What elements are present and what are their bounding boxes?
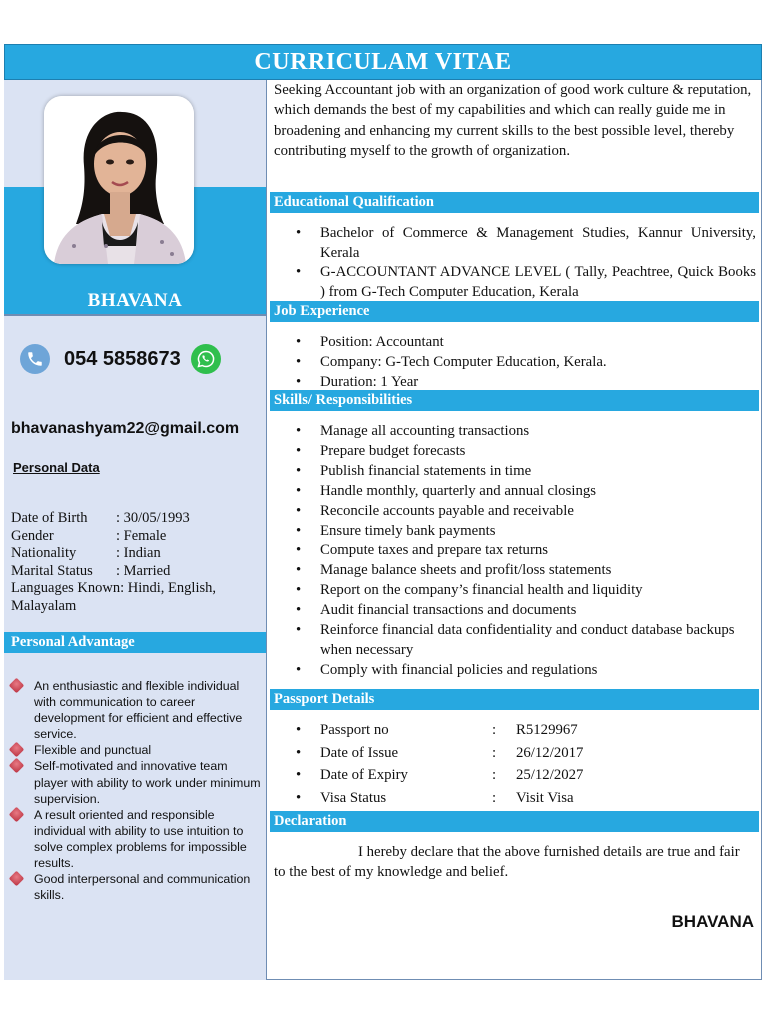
- list-item: An enthusiastic and flexible individual with communication to career development for efficient and effective service.: [11, 678, 261, 742]
- personal-data-row: Gender : Female: [11, 527, 167, 544]
- education-heading: Educational Qualification: [270, 192, 759, 213]
- list-item: • Comply with financial policies and regulations: [268, 661, 756, 681]
- declaration-heading: Declaration: [270, 811, 759, 832]
- list-item: • Bachelor of Commerce & Management Studies, Kannur University, Kerala: [268, 224, 756, 263]
- diamond-bullet-icon: [9, 758, 25, 774]
- list-item: • Date of Issue : 26/12/2017: [268, 742, 756, 765]
- portrait-illustration: [44, 96, 194, 264]
- personal-data-row: Marital Status : Married: [11, 562, 171, 579]
- phone-icon: [20, 344, 50, 374]
- job-experience-list: [268, 332, 756, 392]
- personal-data-row: Date of Birth : 30/05/1993: [11, 510, 190, 526]
- list-item: Flexible and punctual: [11, 742, 261, 758]
- profile-name: BHAVANA: [87, 290, 183, 311]
- list-item: • Manage all accounting transactions: [268, 422, 756, 442]
- list-item: • Passport no : R5129967: [268, 719, 756, 742]
- diamond-bullet-icon: [9, 678, 25, 694]
- main-content: [268, 80, 762, 980]
- personal-advantage-list: [11, 678, 261, 903]
- declaration-text: I hereby declare that the above furnished details are true and fair to the best of my knowledge and belief.: [274, 844, 740, 880]
- education-list: [268, 224, 756, 302]
- diamond-bullet-icon: [9, 742, 25, 758]
- list-item: A result oriented and responsible individual with ability to use intuition to solve complex problems for impossible results.: [11, 807, 261, 871]
- diamond-bullet-icon: [9, 871, 25, 887]
- phone-number: 054 5858673: [64, 347, 181, 370]
- list-item: • Ensure timely bank payments: [268, 522, 756, 542]
- skills-heading: Skills/ Responsibilities: [270, 390, 759, 411]
- personal-advantage-heading: Personal Advantage: [4, 632, 266, 653]
- career-objective: Seeking Accountant job with an organization of good work culture & reputation, which demands the best of my capabilities and which can really guide me in broadening and enhancing my current skills to the best possible level, thereby contributing myself to the growth of organization.: [274, 82, 752, 159]
- passport-heading: Passport Details: [270, 689, 759, 710]
- list-item: • Report on the company’s financial health and liquidity: [268, 581, 756, 601]
- profile-photo: [44, 96, 194, 264]
- list-item: • Audit financial transactions and documents: [268, 601, 756, 621]
- list-item: • Visa Status : Visit Visa: [268, 787, 756, 810]
- list-item: Self-motivated and innovative team player with ability to work under minimum supervision.: [11, 758, 261, 806]
- sidebar-divider: [4, 314, 266, 316]
- email-address: bhavanashyam22@gmail.com: [11, 420, 240, 437]
- list-item: • Prepare budget forecasts: [268, 442, 756, 462]
- whatsapp-icon: [191, 344, 221, 374]
- list-item: Good interpersonal and communication skills.: [11, 871, 261, 903]
- languages-known: Languages Known: Hindi, English, Malayalam: [11, 580, 216, 614]
- list-item: • G-ACCOUNTANT ADVANCE LEVEL ( Tally, Peachtree, Quick Books ) from G-Tech Computer Education, Kerala: [268, 263, 756, 302]
- personal-data-heading: Personal Data: [13, 460, 100, 475]
- list-item: • Publish financial statements in time: [268, 462, 756, 482]
- sidebar: [4, 80, 267, 980]
- job-experience-heading: Job Experience: [270, 301, 759, 322]
- phone-row: [20, 342, 260, 376]
- list-item: • Company: G-Tech Computer Education, Kerala.: [268, 352, 756, 372]
- list-item: • Position: Accountant: [268, 332, 756, 352]
- diamond-bullet-icon: [9, 806, 25, 822]
- signature-name: BHAVANA: [671, 912, 754, 931]
- list-item: • Compute taxes and prepare tax returns: [268, 541, 756, 561]
- list-item: • Handle monthly, quarterly and annual closings: [268, 482, 756, 502]
- personal-data-row: Nationality : Indian: [11, 545, 161, 562]
- skills-list: [268, 422, 756, 681]
- list-item: • Reconcile accounts payable and receivable: [268, 502, 756, 522]
- personal-data-list: [11, 510, 261, 616]
- list-item: • Duration: 1 Year: [268, 372, 756, 392]
- list-item: • Reinforce financial data confidentiality and conduct database backups when necessary: [268, 621, 756, 661]
- list-item: • Manage balance sheets and profit/loss statements: [268, 561, 756, 581]
- list-item: • Date of Expiry : 25/12/2027: [268, 764, 756, 787]
- page-title: CURRICULAM VITAE: [4, 44, 762, 80]
- passport-list: [268, 719, 756, 810]
